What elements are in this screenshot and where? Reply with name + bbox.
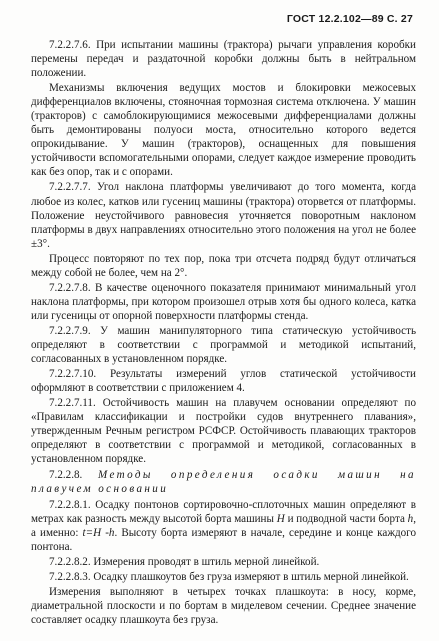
paragraph-7-2-2-7-6: 7.2.2.7.6. При испытании машины (трактора) рычаги управления коробки перемены передач и раздаточной коробки должны быть в нейтральном положении. (31, 39, 416, 80)
paragraph-7-2-2-7-8: 7.2.2.7.8. В качестве оценочного показателя принимают минимальный угол наклона платформы, при котором произошел отрыв хотя бы одного колеса, катка или гусеницы от опорной поверхности платформы стенда. (31, 281, 416, 322)
section-heading-7-2-2-8 (31, 468, 416, 496)
paragraph-mechanisms: Механизмы включения ведущих мостов и блокировки межосевых дифференциалов включены, стояночная тормозная система отключена. У машин (тракторов) с самоблокирующимися межосевыми дифференциалами должны быть демонтированы полуоси моста, относительно которого ведется опрокидывание. У машин (тракторов), оснащенных для повышения устойчивости вспомогательными опорами, следует каждое измерение проводить как без опор, так и с опорами. (31, 82, 416, 179)
paragraph-7-2-2-8-3: 7.2.2.8.3. Осадку плашкоутов без груза измеряют в штиль мерной линейкой. (49, 570, 409, 583)
paragraph-7-2-2-7-11: 7.2.2.7.11. Остойчивость машин на плавучем основании определяют по «Правилам классификации и постройки судов внутреннего плавания», утвержденным Речным регистром РСФСР. Остойчивость плавающих тракторов определяют в соответствии с программой и методикой, согласованных в установленном порядке. (31, 397, 416, 466)
section-heading-number: 7.2.2.8. (49, 469, 83, 482)
text-run: и подводной части борта (284, 512, 408, 525)
formula: t=H -h (82, 526, 115, 539)
paragraph-process-repeat: Процесс повторяют по тех пор, пока три отсчета подряд будут отличаться между собой не более, чем на 2°. (31, 252, 416, 279)
paragraph-7-2-2-8-1 (31, 498, 416, 554)
paragraph-measurements: Измерения выполняют в четырех точках плашкоута: в носу, корме, диаметральной плоскости и по бортам в миделевом сечении. Среднее значение составляет осадку плашкоута без груза. (31, 585, 416, 626)
document-body (31, 38, 416, 628)
section-heading-title: Методы определения осадки машин на плавучем основании (31, 469, 417, 496)
text-run: , а именно: (31, 512, 416, 539)
paragraph-7-2-2-8-2: 7.2.2.8.2. Измерения проводят в штиль мерной линейкой. (49, 555, 320, 568)
paragraph-7-2-2-7-10: 7.2.2.7.10. Результаты измерений углов статической устойчивости оформляют в соответствии с приложением 4. (31, 368, 416, 395)
text-run: 7.2.2.8.1. Осадку понтонов сортировочно-сплоточных машин определяют в метрах как разность между высотой борта машины (31, 498, 416, 525)
paragraph-7-2-2-7-9: 7.2.2.7.9. У машин манипуляторного типа статическую устойчивость определяют в соответствии с программой и методикой испытаний, согласованных в установленном порядке. (31, 324, 416, 366)
text-run: . Высоту борта измеряют в начале, середине и конце каждого понтона. (31, 526, 416, 553)
variable-h: h (407, 512, 414, 525)
variable-H: H (276, 512, 285, 525)
paragraph-7-2-2-7-7: 7.2.2.7.7. Угол наклона платформы увеличивают до того момента, когда любое из колес, катков или гусениц машины (трактора) оторвется от платформы. Положение неустойчивого равновесия уточняется поворотным наклоном платформы в двух направлениях относительно этого положения на угол не более ±3°. (31, 181, 416, 250)
page-header: ГОСТ 12.2.102—89 С. 27 (286, 13, 413, 25)
